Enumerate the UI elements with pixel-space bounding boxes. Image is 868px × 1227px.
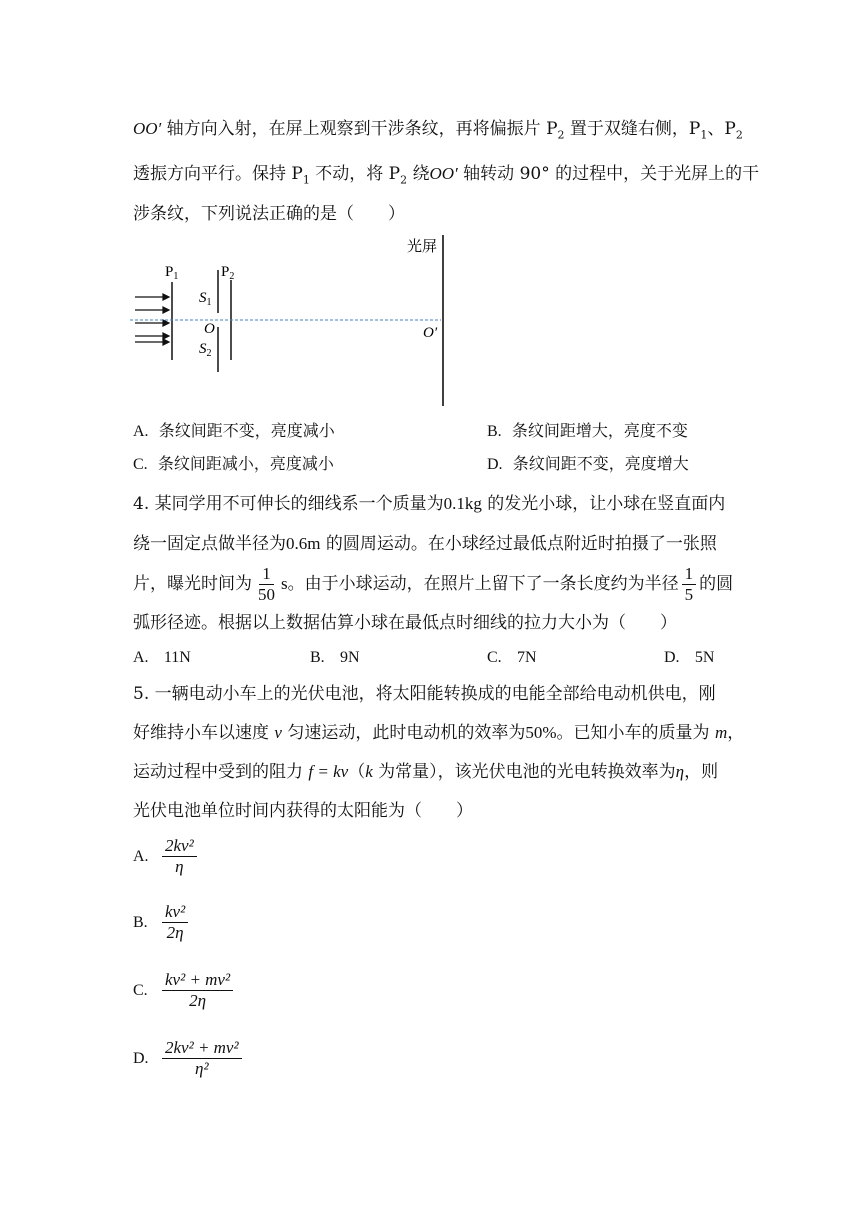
q5-option-b[interactable]: B. $\frac{\text{kv²}}{2\eta}$ — [133, 902, 191, 943]
formula-b: $\frac{\text{kv²}}{2\eta}$ — [162, 902, 188, 943]
q5-line-2: 好维持小车以速度 v 匀速运动，此时电动机的效率为50%。已知小车的质量为 m， — [133, 723, 745, 743]
fraction-exposure-time: $\frac{1}{50}$ — [258, 564, 275, 604]
formula-c: $\frac{\text{kv² + mv²}}{2\eta}$ — [162, 970, 233, 1011]
q4-line-2: 绕一固定点做半径为0.6m 的圆周运动。在小球经过最低点附近时拍摄了一张照 — [133, 534, 717, 554]
o-prime-label: O′ — [423, 325, 438, 341]
q4-option-c[interactable]: C. 7N — [487, 649, 537, 666]
q5-line-3: 运动过程中受到的阻力 f = kv（k 为常量），该光伏电池的光电转换效率为η，则 — [133, 762, 719, 782]
q3-option-d[interactable]: D. 条纹间距不变，亮度增大 — [487, 454, 689, 473]
axis-label: OO′ — [133, 119, 162, 138]
q4-option-b[interactable]: B. 9N — [310, 649, 360, 666]
q3-line-2: 透振方向平行。保持 $P_1$ 不动，将 $P_2$ 绕OO′ 轴转动 90° 的过程中，关于光屏上的干 — [133, 164, 760, 187]
q3-option-c[interactable]: C. 条纹间距减小，亮度减小 — [133, 454, 334, 473]
fraction-one-fifth: $\frac{1}{5}$ — [682, 564, 697, 605]
q3-line-1: OO′ 轴方向入射，在屏上观察到干涉条纹，再将偏振片 $P_2$ 置于双缝右侧，$P_1$、$P_2$ — [133, 119, 743, 142]
q5-option-c[interactable]: C. $\frac{\text{kv² + mv²}}{2\eta}$ — [133, 970, 236, 1011]
q3-option-a[interactable]: A. 条纹间距不变，亮度减小 — [133, 421, 335, 440]
o-label: O — [204, 321, 215, 337]
s1-label: $S_1$ — [199, 290, 212, 308]
q4-line-1: 4. 某同学用不可伸长的细线系一个质量为0.1kg 的发光小球，让小球在竖直面内 — [133, 494, 726, 514]
q4-option-a[interactable]: A. 11N — [133, 649, 191, 666]
s2-label: $S_2$ — [199, 341, 212, 359]
q5-line-4: 光伏电池单位时间内获得的太阳能为（ ） — [133, 801, 473, 821]
q3-line-3: 涉条纹，下列说法正确的是（ ） — [133, 204, 405, 224]
formula-a: $\frac{\text{2kv²}}{\eta}$ — [162, 836, 197, 877]
p2-label: $P_2$ — [221, 264, 235, 282]
double-slit-diagram — [125, 230, 465, 415]
q5-option-a[interactable]: A. $\frac{\text{2kv²}}{\eta}$ — [133, 836, 200, 877]
q4-line-3: 片，曝光时间为 $\frac{1}{50}$ s。由于小球运动，在照片上留下了一条长度约为半径 $\frac{1}{5}$ 的圆 — [133, 564, 734, 604]
q4-line-4: 弧形径迹。根据以上数据估算小球在最低点时细线的拉力大小为（ ） — [133, 613, 677, 633]
screen-label: 光屏 — [407, 237, 438, 255]
p1-label: $P_1$ — [165, 264, 179, 282]
q4-option-d[interactable]: D. 5N — [664, 649, 715, 666]
q3-option-b[interactable]: B. 条纹间距增大，亮度不变 — [487, 421, 688, 440]
q5-option-d[interactable]: D. $\frac{\text{2kv² + mv²}}{\text{η²}}$ — [133, 1038, 245, 1079]
q5-line-1: 5. 一辆电动小车上的光伏电池，将太阳能转换成的电能全部给电动机供电，刚 — [133, 684, 716, 704]
formula-d: $\frac{\text{2kv² + mv²}}{\text{η²}}$ — [162, 1038, 242, 1079]
